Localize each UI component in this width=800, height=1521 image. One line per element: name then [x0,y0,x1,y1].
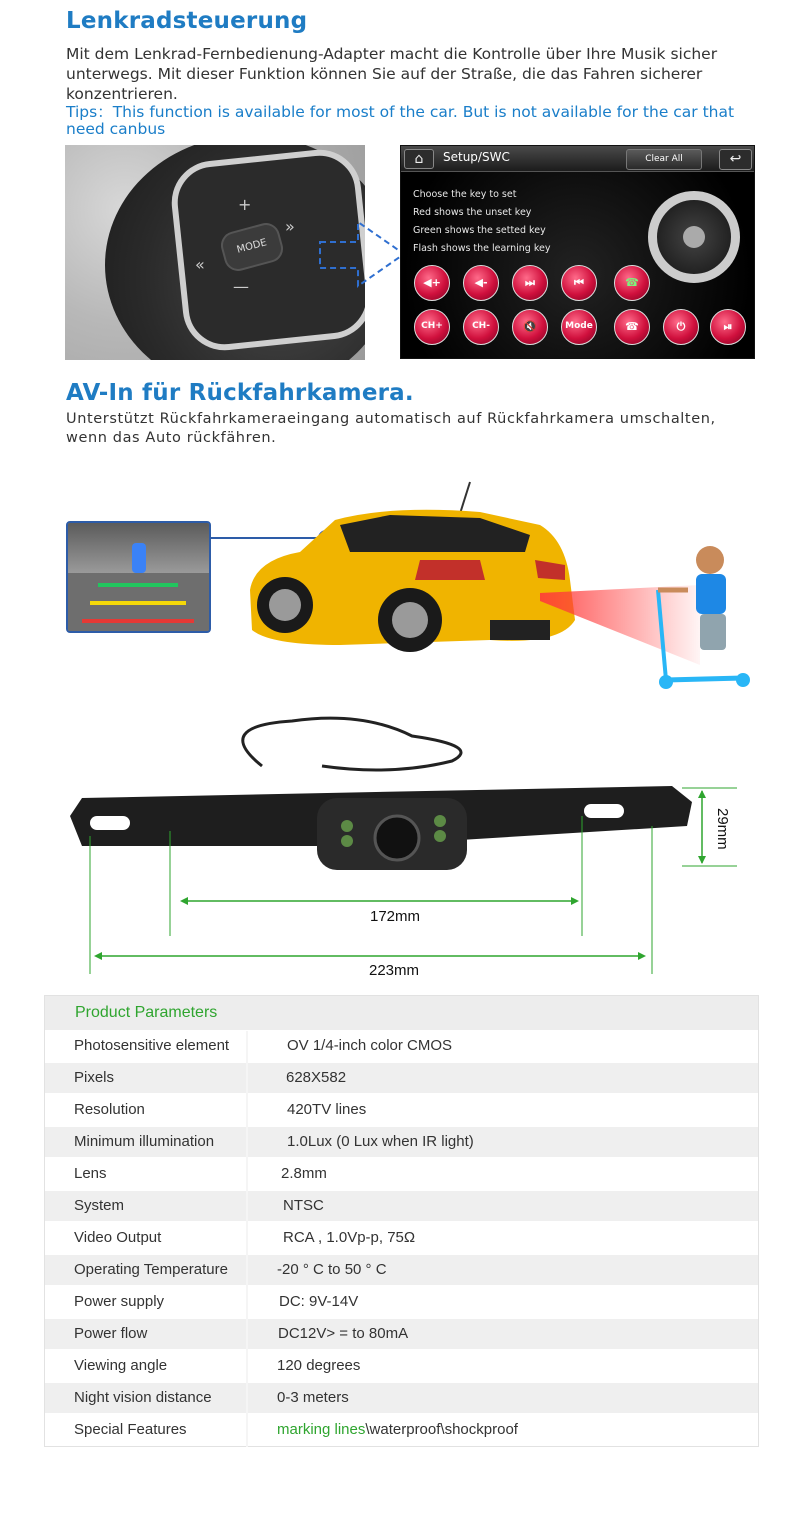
param-value: 420TV lines [287,1101,367,1118]
prev-icon: « [195,255,205,274]
product-parameters-table [44,995,759,1447]
next-track-button[interactable]: ⏭ [512,265,548,301]
highlight-text: marking lines [277,1421,366,1438]
param-value: 0-3 meters [248,1383,758,1413]
param-value: NTSC [248,1191,758,1221]
param-name: Power flow [45,1319,246,1349]
call-hangup-button[interactable]: ☎ [614,309,650,345]
power-button[interactable]: ⏻ [663,309,699,345]
param-value: DC: 9V-14V [279,1293,359,1310]
minus-icon: — [233,277,249,296]
param-name: Special Features [74,1421,187,1438]
swc-screen [400,145,755,359]
volume-up-button[interactable]: ◀+ [414,265,450,301]
param-name: Operating Temperature [45,1255,246,1285]
dashed-arrow-icon [318,220,408,288]
param-value: 120 degrees [277,1357,361,1374]
child-figure [132,543,146,573]
table-row [45,1159,758,1191]
height-dimension-label: 29mm [714,808,731,850]
table-row [45,1319,758,1351]
info-line: Flash shows the learning key [413,243,551,254]
param-name: Night vision distance [45,1383,246,1413]
section-title-steering: Lenkradsteuerung [66,8,308,34]
param-value: DC12V> = to 80mA [248,1319,758,1349]
screen-title-bar [401,146,754,172]
volume-down-button[interactable]: ◀- [463,265,499,301]
rear-view-inset [66,521,211,633]
prev-track-button[interactable]: ⏮ [561,265,597,301]
mode-button: MODE [218,220,286,274]
mute-button[interactable]: 🔇 [512,309,548,345]
table-row [45,1063,758,1095]
table-row [45,1191,758,1223]
table-row [45,1383,758,1415]
param-name: Pixels [45,1063,246,1093]
rest-text: \waterproof\shockproof [365,1421,518,1438]
total-width-label: 223mm [369,962,420,979]
table-row [45,1095,758,1127]
av-in-description: Unterstützt Rückfahrkameraeingang automatisch auf Rückfahrkamera umschalten, wenn das Auto rückfähren. [66,411,716,446]
param-value: OV 1/4-inch color CMOS [287,1037,453,1054]
table-row [45,1255,758,1287]
param-name: Video Output [74,1229,162,1246]
param-value: 1.0Lux (0 Lux when IR light) [248,1127,758,1157]
param-name: Resolution [74,1101,145,1118]
param-value: RCA , 1.0Vp-p, 75Ω [283,1229,416,1246]
table-row [45,1351,758,1383]
plus-icon: + [238,195,252,214]
call-answer-button[interactable]: ☎ [614,265,650,301]
back-arrow-icon[interactable]: ↩ [719,149,752,170]
yellow-car-image [240,480,580,670]
param-name: System [45,1191,246,1221]
table-title: Product Parameters [75,1004,218,1021]
info-line: Green shows the setted key [413,225,546,236]
license-plate-camera-diagram [62,706,752,976]
play-pause-button[interactable]: ⏯ [710,309,746,345]
channel-up-button[interactable]: CH+ [414,309,450,345]
table-row [45,1223,758,1255]
clear-all-button[interactable]: Clear All [626,149,702,170]
hole-spacing-label: 172mm [370,908,421,925]
mode-screen-button[interactable]: Mode [561,309,597,345]
tips-note: Tips：This function is available for most of the car. But is not available for the car that need canbus [66,103,735,138]
info-line: Red shows the unset key [413,207,532,218]
param-value: 2.8mm [281,1165,327,1182]
table-row [45,1287,758,1319]
table-row [45,1031,758,1063]
param-value: 628X582 [248,1063,758,1093]
steering-description: Mit dem Lenkrad-Fernbedienung-Adapter macht die Kontrolle über Ihre Musik sicher unterwegs. Mit dieser Funktion können Sie auf der Straße, die das Fahren sicherer konzentrieren. [66,45,718,103]
screen-title: Setup/SWC [443,150,510,164]
info-line: Choose the key to set [413,189,517,200]
channel-down-button[interactable]: CH- [463,309,499,345]
param-name: Minimum illumination [45,1127,246,1157]
table-header [45,996,758,1030]
param-value [248,1415,758,1445]
table-row [45,1415,758,1447]
child-on-scooter-image [648,540,758,690]
param-name: Lens [74,1165,107,1182]
home-icon[interactable]: ⌂ [404,149,434,169]
param-name: Viewing angle [74,1357,168,1374]
param-value: -20 ° C to 50 ° C [248,1255,758,1285]
section-title-av-in: AV-In für Rückfahrkamera. [66,380,414,406]
table-row [45,1127,758,1159]
next-icon: » [285,217,295,236]
param-name: Power supply [74,1293,165,1310]
steering-wheel-icon [648,191,740,283]
param-name: Photosensitive element [74,1037,230,1054]
